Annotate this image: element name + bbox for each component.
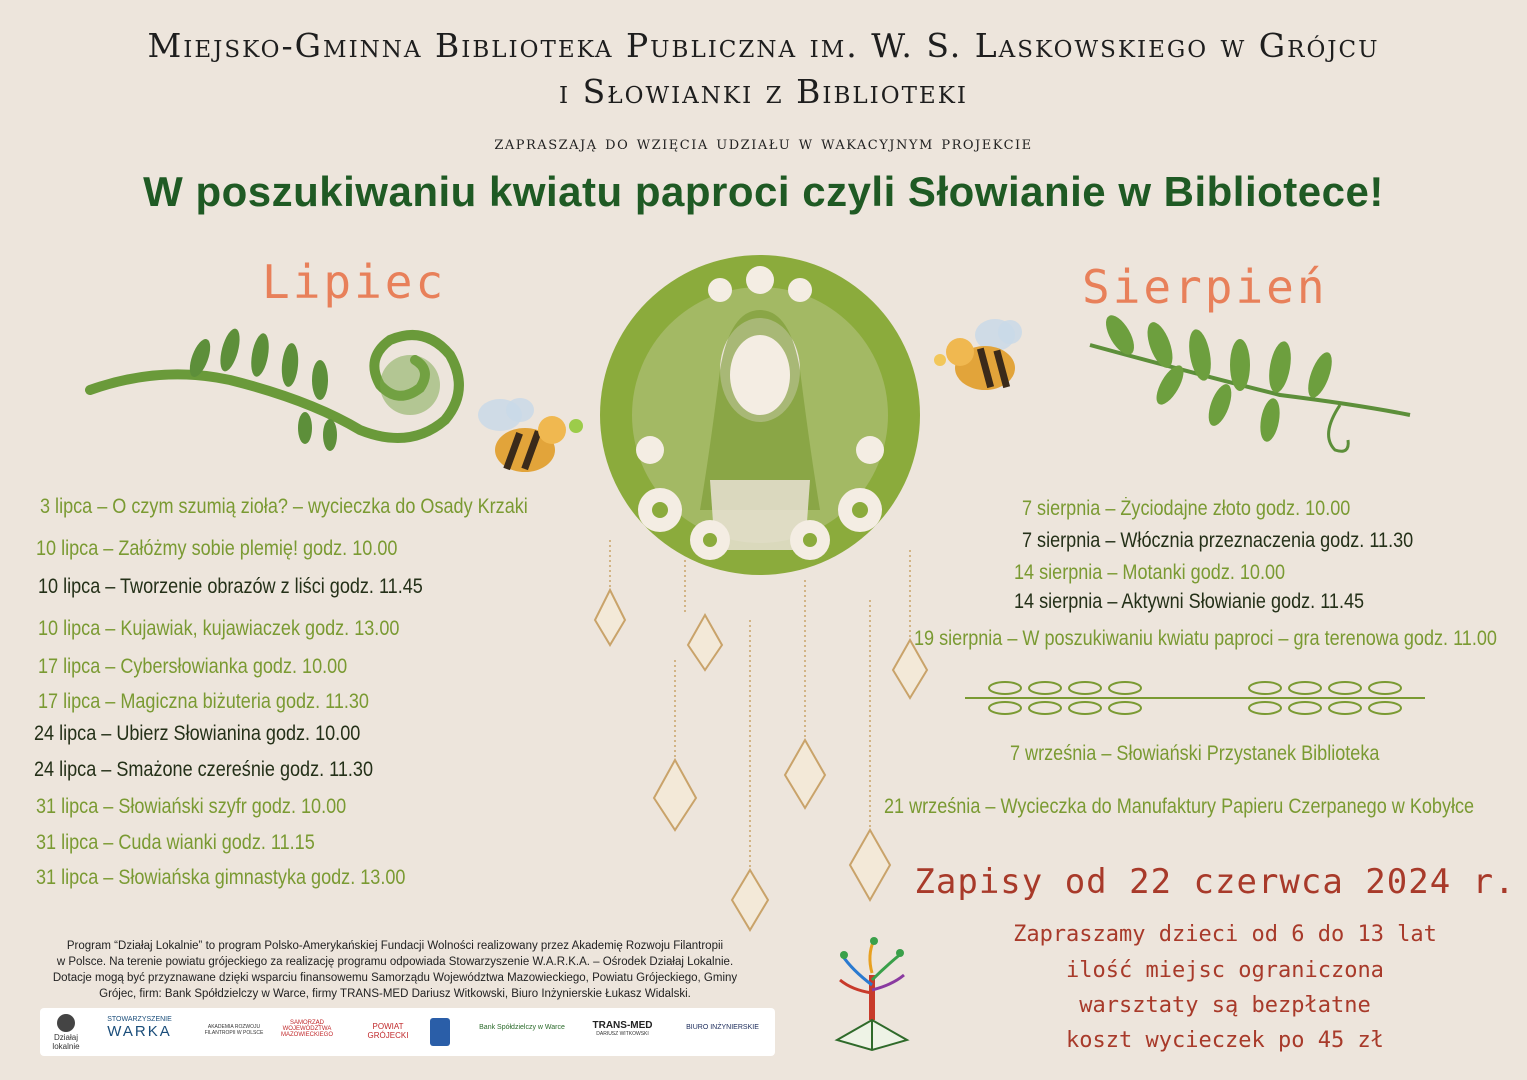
free-info: warsztaty są bezpłatne xyxy=(1079,993,1371,1018)
sponsor-logos-strip xyxy=(40,1008,775,1056)
fern-sprig-illustration xyxy=(1080,305,1420,475)
transmed-logo: TRANS-MED DARIUSZ WITKOWSKI xyxy=(592,1020,653,1037)
grojec-coat-of-arms-icon xyxy=(430,1018,450,1046)
august-event-1: 7 sierpnia – Życiodajne złoto godz. 10.00 xyxy=(1022,497,1351,520)
places-info: ilość miejsc ograniczona xyxy=(1066,958,1384,983)
bee-illustration-left xyxy=(470,390,590,480)
july-event-1: 3 lipca – O czym szumią zioła? – wycieczka do Osady Krzaki xyxy=(40,495,528,518)
samorzad-logo: SAMORZĄD WOJEWÓDZTWA MAZOWIECKIEGO xyxy=(280,1020,333,1038)
bee-illustration-right xyxy=(930,310,1040,400)
laurel-divider xyxy=(965,672,1425,724)
footnote-line-4: Grójec, firm: Bank Spółdzielczy w Warce, firmy TRANS-MED Dariusz Witkowski, Biuro Inżynierskie Łukasz Widalski. xyxy=(99,988,691,1000)
fern-spiral-illustration xyxy=(80,310,480,460)
project-title: W poszukiwaniu kwiatu paproci czyli Słowianie w Bibliotece! xyxy=(143,168,1384,215)
july-event-3: 10 lipca – Tworzenie obrazów z liści godz. 11.45 xyxy=(38,575,423,598)
crystal-pendants-illustration xyxy=(590,540,930,940)
invite-text: zapraszają do wzięcia udziału w wakacyjnym projekcie xyxy=(494,132,1033,154)
august-event-5: 19 sierpnia – W poszukiwaniu kwiatu paproci – gra terenowa godz. 11.00 xyxy=(914,627,1497,650)
organizer-line-1: Miejsko-Gminna Biblioteka Publiczna im. W. S. Laskowskiego w Grójcu xyxy=(147,26,1380,65)
july-event-6: 17 lipca – Magiczna biżuteria godz. 11.30 xyxy=(38,690,369,713)
september-event-1: 7 września – Słowiański Przystanek Biblioteka xyxy=(1010,742,1380,765)
powiat-logo: POWIAT GRÓJECKI xyxy=(367,1022,409,1040)
organizer-line-2: i Słowianki z Biblioteki xyxy=(559,72,968,111)
biuro-inzynierskie-logo: BIURO INŻYNIERSKIE xyxy=(686,1024,759,1031)
august-event-2: 7 sierpnia – Włócznia przeznaczenia godz. 11.30 xyxy=(1022,529,1414,552)
july-event-2: 10 lipca – Załóżmy sobie plemię! godz. 10.00 xyxy=(36,537,398,560)
signup-date: Zapisy od 22 czerwca 2024 r. xyxy=(914,862,1516,902)
library-tree-logo xyxy=(832,935,912,1055)
footnote-line-2: w Polsce. Na terenie powiatu grójeckiego za realizację programu odpowiada Stowarzyszenie W.A.R.K.A. – Ośrodek Działaj Lokalnie. xyxy=(56,956,734,968)
akademia-logo: AKADEMIA ROZWOJU FILANTROPII W POLSCE xyxy=(204,1024,264,1036)
july-event-11: 31 lipca – Słowiańska gimnastyka godz. 13.00 xyxy=(36,866,406,889)
warka-logo: STOWARZYSZENIE WARKA xyxy=(107,1016,172,1040)
dzialaj-lokalnie-logo: Działaj lokalnie xyxy=(48,1014,84,1051)
july-event-7: 24 lipca – Ubierz Słowianina godz. 10.00 xyxy=(34,722,361,745)
slavic-woman-illustration xyxy=(590,250,930,580)
july-event-9: 31 lipca – Słowiański szyfr godz. 10.00 xyxy=(36,795,347,818)
sgb-logo: Bank Spółdzielczy w Warce xyxy=(479,1024,565,1031)
program-footnote xyxy=(10,938,780,1002)
august-event-4: 14 sierpnia – Aktywni Słowianie godz. 11.45 xyxy=(1014,590,1365,613)
july-event-5: 17 lipca – Cybersłowianka godz. 10.00 xyxy=(38,655,348,678)
september-event-2: 21 września – Wycieczka do Manufaktury Papieru Czerpanego w Kobyłce xyxy=(884,795,1475,818)
july-event-4: 10 lipca – Kujawiak, kujawiaczek godz. 13.00 xyxy=(38,617,400,640)
august-heading: Sierpień xyxy=(1082,260,1328,314)
july-event-10: 31 lipca – Cuda wianki godz. 11.15 xyxy=(36,831,315,854)
cost-info: koszt wycieczek po 45 zł xyxy=(1066,1028,1384,1053)
dzialaj-icon xyxy=(57,1014,75,1032)
footnote-line-1: Program “Działaj Lokalnie” to program Polsko-Amerykańskiej Fundacji Wolności realizowany przez Akademię Rozwoju Filantropii xyxy=(66,940,724,952)
footnote-line-3: Dotacje mogą być przyznawane dzięki wsparciu finansowemu Samorządu Województwa Mazowieckiego, Powiatu Grójeckiego, Gminy xyxy=(52,972,738,984)
age-info: Zapraszamy dzieci od 6 do 13 lat xyxy=(1013,922,1437,947)
july-event-8: 24 lipca – Smażone czereśnie godz. 11.30 xyxy=(34,758,374,781)
august-event-3: 14 sierpnia – Motanki godz. 10.00 xyxy=(1014,561,1286,584)
july-heading: Lipiec xyxy=(262,255,447,309)
